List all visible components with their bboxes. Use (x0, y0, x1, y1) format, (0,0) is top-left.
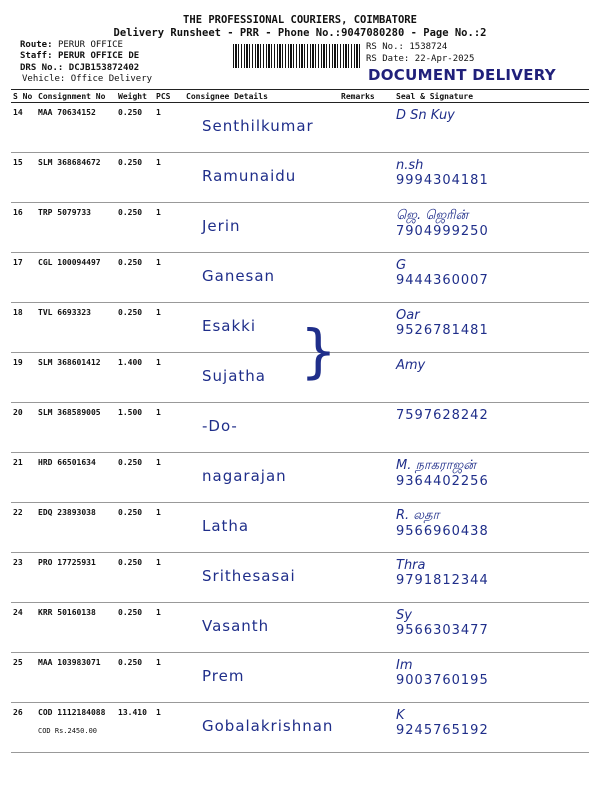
cell-pcs-text: 1 (156, 258, 161, 267)
cell-pcs (154, 553, 184, 603)
drs-value: DCJB153872402 (68, 63, 140, 73)
cell-consignee-text: Ramunaidu (202, 167, 297, 185)
cell-sno-text: 18 (13, 308, 23, 317)
signature-scribble: Sy (396, 608, 412, 623)
drs-line (20, 63, 139, 73)
cell-weight-text: 1.500 (118, 408, 143, 417)
cell-sno (11, 653, 36, 703)
col-pcs: PCS (154, 90, 184, 103)
cell-sno-text: 26 (13, 708, 23, 717)
cell-consignment-text: SLM 368589005 (38, 408, 101, 417)
cell-consignment-text: SLM 368684672 (38, 158, 101, 167)
cell-pcs-text: 1 (156, 608, 161, 617)
receiver-phone: 9003760195 (396, 673, 489, 688)
table-row (11, 153, 589, 203)
cell-sno (11, 103, 36, 153)
cell-sno-text: 16 (13, 208, 23, 217)
cell-remarks (339, 553, 394, 603)
cell-consignment (36, 553, 116, 603)
cell-sno (11, 703, 36, 753)
cell-remarks (339, 253, 394, 303)
route-value: PERUR OFFICE (57, 40, 123, 50)
cell-weight (116, 353, 154, 403)
cell-pcs (154, 103, 184, 153)
staff-line (20, 51, 139, 61)
cell-consignee-text: Prem (202, 667, 245, 685)
receiver-phone: 7904999250 (396, 224, 489, 239)
table-row (11, 253, 589, 303)
cell-consignee-text: Ganesan (202, 267, 276, 285)
vehicle-value: Office Delivery (70, 74, 153, 84)
cell-weight (116, 603, 154, 653)
cell-sno (11, 353, 36, 403)
table-row (11, 503, 589, 553)
cell-signature (394, 253, 589, 303)
cell-pcs (154, 353, 184, 403)
table-row (11, 653, 589, 703)
cell-sno-text: 23 (13, 558, 23, 567)
cell-weight (116, 653, 154, 703)
cell-pcs (154, 703, 184, 753)
cell-signature (394, 453, 589, 503)
cell-consignment (36, 253, 116, 303)
cell-pcs-text: 1 (156, 508, 161, 517)
route-line (20, 40, 123, 50)
signature-scribble: n.sh (396, 158, 424, 173)
cell-remarks (339, 353, 394, 403)
cell-sno-text: 21 (13, 458, 23, 467)
route-label: Route: (20, 40, 53, 50)
col-signature: Seal & Signature (394, 90, 589, 103)
receiver-phone: 9526781481 (396, 323, 489, 338)
cell-sno (11, 253, 36, 303)
cell-weight (116, 153, 154, 203)
cell-weight-text: 0.250 (118, 258, 143, 267)
signature-scribble: ஜெ. ஜெரின் (396, 208, 469, 223)
cell-remarks (339, 203, 394, 253)
cell-pcs-text: 1 (156, 208, 161, 217)
cell-consignment (36, 453, 116, 503)
cell-signature (394, 153, 589, 203)
cell-remarks (339, 603, 394, 653)
cell-consignment (36, 353, 116, 403)
cell-consignee (184, 203, 339, 253)
cell-pcs (154, 253, 184, 303)
cell-sno-text: 15 (13, 158, 23, 167)
cell-consignment-text: EDQ 23893038 (38, 508, 96, 517)
cell-pcs (154, 403, 184, 453)
cell-sno (11, 553, 36, 603)
cell-sno-text: 22 (13, 508, 23, 517)
cell-consignee (184, 153, 339, 203)
cell-consignee-text: Srithesasai (202, 567, 296, 585)
cell-consignment (36, 503, 116, 553)
signature-scribble: Thra (396, 558, 426, 573)
cell-remarks (339, 153, 394, 203)
signature-scribble: D Sn Kuy (396, 108, 455, 123)
signature-scribble: K (396, 708, 405, 723)
cell-pcs (154, 603, 184, 653)
cell-weight-text: 0.250 (118, 158, 143, 167)
col-weight: Weight (116, 90, 154, 103)
cell-weight (116, 253, 154, 303)
cell-signature (394, 503, 589, 553)
cell-sno (11, 203, 36, 253)
cell-pcs (154, 453, 184, 503)
cell-consignee (184, 103, 339, 153)
cell-consignment-text: CGL 100094497 (38, 258, 101, 267)
receiver-phone: 9364402256 (396, 474, 489, 489)
signature-scribble: Im (396, 658, 413, 673)
cell-signature (394, 203, 589, 253)
cell-consignment (36, 153, 116, 203)
staff-value: PERUR OFFICE DE (57, 51, 140, 61)
cell-remarks (339, 453, 394, 503)
cell-consignment-text: SLM 368601412 (38, 358, 101, 367)
cell-sno (11, 403, 36, 453)
cell-consignment-text: KRR 50160138 (38, 608, 96, 617)
cell-pcs-text: 1 (156, 158, 161, 167)
cell-weight-text: 0.250 (118, 458, 143, 467)
cell-consignment (36, 103, 116, 153)
cell-weight-text: 0.250 (118, 558, 143, 567)
cell-consignee-text: Jerin (202, 217, 241, 235)
table-row (11, 403, 589, 453)
cod-amount: COD Rs.2450.00 (38, 727, 98, 735)
cell-consignee-text: Gobalakrishnan (202, 717, 334, 735)
table-row (11, 453, 589, 503)
cell-consignment (36, 653, 116, 703)
cell-pcs (154, 653, 184, 703)
cell-weight-text: 13.410 (118, 708, 147, 717)
cell-signature (394, 403, 589, 453)
cell-weight-text: 0.250 (118, 508, 143, 517)
cell-consignment (36, 303, 116, 353)
cell-pcs-text: 1 (156, 458, 161, 467)
cell-sno (11, 453, 36, 503)
cell-signature (394, 303, 589, 353)
cell-weight-text: 0.250 (118, 608, 143, 617)
cell-weight (116, 303, 154, 353)
receiver-phone: 9566303477 (396, 623, 489, 638)
company-title: THE PROFESSIONAL COURIERS, COIMBATORE (183, 14, 417, 26)
cell-consignee (184, 503, 339, 553)
rs-no-line (366, 42, 447, 52)
col-sno: S No (11, 90, 36, 103)
receiver-phone: 9444360007 (396, 273, 489, 288)
cell-consignment (36, 603, 116, 653)
cell-pcs (154, 303, 184, 353)
cell-sno-text: 24 (13, 608, 23, 617)
cell-weight (116, 703, 154, 753)
ditto-brace: } (300, 317, 337, 385)
cell-weight-text: 0.250 (118, 308, 143, 317)
signature-scribble: Oar (396, 308, 420, 323)
runsheet-title: Delivery Runsheet - PRR - Phone No.:9047080280 - Page No.:2 (113, 27, 487, 39)
table-row (11, 103, 589, 153)
cell-consignment-text: TRP 5079733 (38, 208, 91, 217)
cell-consignment-text: MAA 70634152 (38, 108, 96, 117)
cell-sno-text: 14 (13, 108, 23, 117)
cell-consignment-text: TVL 6693323 (38, 308, 91, 317)
cell-consignee (184, 253, 339, 303)
cell-signature (394, 653, 589, 703)
cell-consignee-text: Senthilkumar (202, 117, 314, 135)
cell-weight (116, 403, 154, 453)
cell-signature (394, 353, 589, 403)
cell-pcs-text: 1 (156, 408, 161, 417)
cell-pcs (154, 153, 184, 203)
cell-sno-text: 17 (13, 258, 23, 267)
cell-consignment (36, 703, 116, 753)
table-row (11, 553, 589, 603)
cell-weight (116, 453, 154, 503)
receiver-phone: 9791812344 (396, 573, 489, 588)
cell-consignee (184, 703, 339, 753)
cell-consignee-text: Sujatha (202, 367, 266, 385)
cell-consignee-text: Esakki (202, 317, 257, 335)
signature-scribble: G (396, 258, 407, 273)
cell-sno-text: 25 (13, 658, 23, 667)
cell-weight-text: 0.250 (118, 658, 143, 667)
cell-pcs-text: 1 (156, 558, 161, 567)
rs-date-label: RS Date: (366, 54, 410, 64)
signature-scribble: R. லதா (396, 508, 440, 523)
cell-remarks (339, 503, 394, 553)
cell-signature (394, 103, 589, 153)
runsheet-table (11, 89, 589, 753)
table-row (11, 603, 589, 653)
cell-remarks (339, 703, 394, 753)
cell-pcs (154, 503, 184, 553)
rs-no-value: 1538724 (409, 42, 448, 52)
cell-remarks (339, 403, 394, 453)
cell-consignment (36, 203, 116, 253)
cell-weight (116, 553, 154, 603)
vehicle-line (22, 74, 152, 84)
cell-consignment-text: MAA 103983071 (38, 658, 101, 667)
receiver-phone: 9566960438 (396, 524, 489, 539)
receiver-phone: 9994304181 (396, 173, 489, 188)
table-row (11, 703, 589, 753)
cell-consignee (184, 453, 339, 503)
cell-pcs-text: 1 (156, 708, 161, 717)
signature-scribble: M. நாகராஜன் (396, 458, 476, 473)
col-consignee: Consignee Details (184, 90, 339, 103)
cell-sno-text: 20 (13, 408, 23, 417)
cell-consignment-text: COD 1112184088 (38, 708, 106, 717)
cell-weight-text: 0.250 (118, 208, 143, 217)
cell-consignee (184, 653, 339, 703)
cell-consignee-text: -Do- (202, 417, 238, 435)
receiver-phone: 7597628242 (396, 408, 489, 423)
rs-no-label: RS No.: (366, 42, 404, 52)
cell-pcs (154, 203, 184, 253)
cell-consignee (184, 553, 339, 603)
cell-pcs-text: 1 (156, 108, 161, 117)
table-header-row (11, 90, 589, 103)
cell-weight (116, 503, 154, 553)
signature-scribble: Amy (396, 358, 426, 373)
cell-pcs-text: 1 (156, 358, 161, 367)
cell-weight-text: 1.400 (118, 358, 143, 367)
cell-weight (116, 203, 154, 253)
cell-consignee-text: Latha (202, 517, 250, 535)
cell-consignment (36, 403, 116, 453)
cell-sno (11, 303, 36, 353)
rs-date-value: 22-Apr-2025 (414, 54, 475, 64)
cell-weight-text: 0.250 (118, 108, 143, 117)
cell-pcs-text: 1 (156, 658, 161, 667)
cell-signature (394, 553, 589, 603)
cell-signature (394, 603, 589, 653)
receiver-phone: 9245765192 (396, 723, 489, 738)
cell-sno-text: 19 (13, 358, 23, 367)
cell-consignee (184, 403, 339, 453)
cell-weight (116, 103, 154, 153)
cell-consignment-text: HRD 66501634 (38, 458, 96, 467)
cell-sno (11, 153, 36, 203)
cell-pcs-text: 1 (156, 308, 161, 317)
drs-label: DRS No.: (20, 63, 64, 73)
cell-sno (11, 503, 36, 553)
col-consignment: Consignment No (36, 90, 116, 103)
barcode (233, 44, 361, 68)
cell-sno (11, 603, 36, 653)
cell-consignee (184, 603, 339, 653)
table-row (11, 203, 589, 253)
cell-remarks (339, 653, 394, 703)
cell-consignment-text: PRO 17725931 (38, 558, 96, 567)
cell-consignee-text: Vasanth (202, 617, 270, 635)
document-delivery-stamp: DOCUMENT DELIVERY (368, 66, 556, 84)
cell-signature (394, 703, 589, 753)
cell-consignee-text: nagarajan (202, 467, 287, 485)
vehicle-label: Vehicle: (22, 74, 66, 84)
cell-remarks (339, 103, 394, 153)
rs-date-line (366, 54, 474, 64)
staff-label: Staff: (20, 51, 53, 61)
cell-remarks (339, 303, 394, 353)
col-remarks: Remarks (339, 90, 394, 103)
